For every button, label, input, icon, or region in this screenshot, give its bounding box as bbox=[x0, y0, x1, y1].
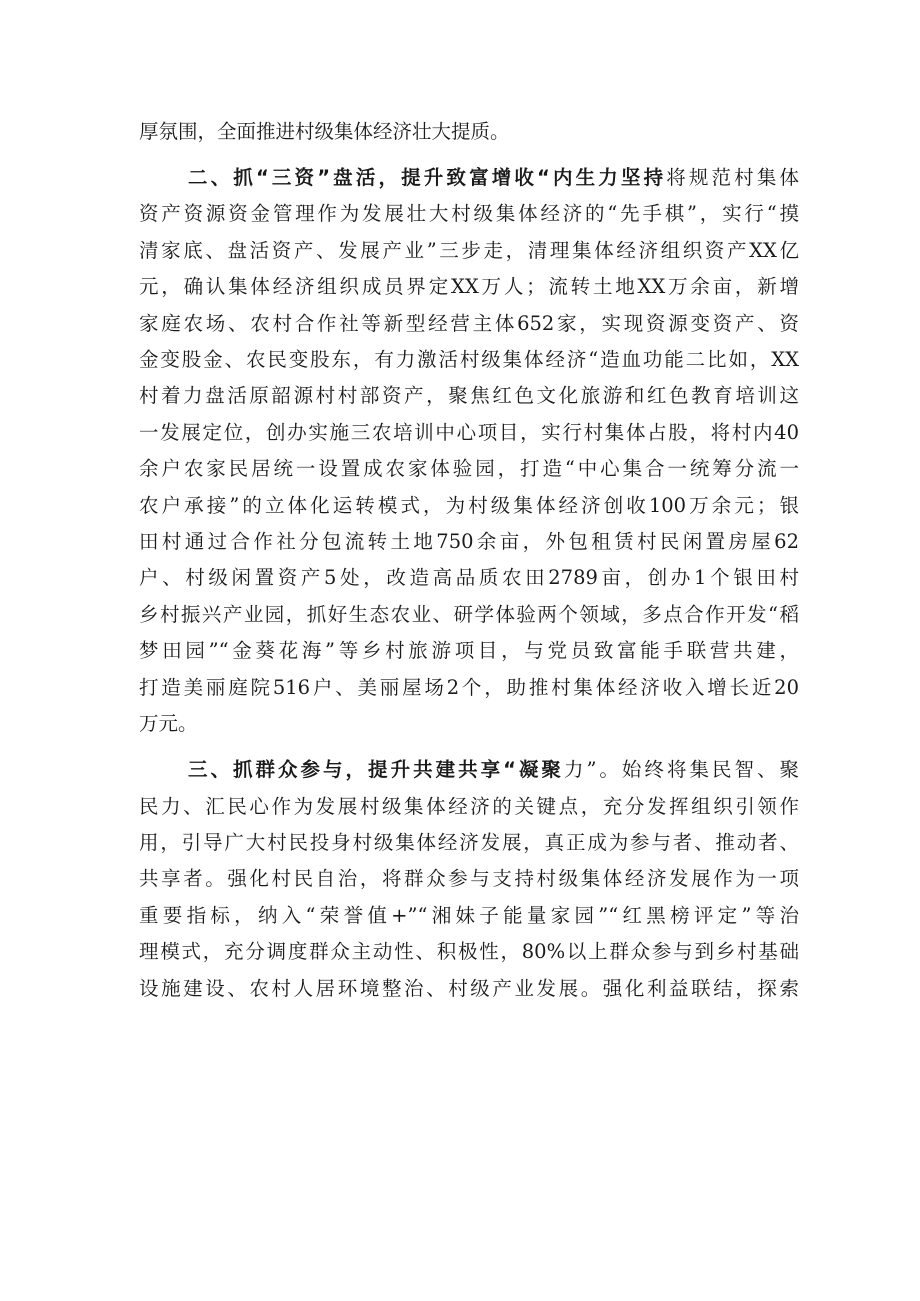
section-2-first-line bbox=[188, 158, 799, 198]
section-2-text: 将规范村集体 bbox=[666, 166, 799, 189]
paragraph-line: 村着力盘活原韶源村村部资产，聚焦红色文化旅游和红色教育培训这 bbox=[139, 384, 799, 407]
paragraph-line: 打造美丽庭院516户、美丽屋场2个，助推村集体经济收入增长近20 bbox=[139, 676, 799, 699]
paragraph-line: 乡村振兴产业园，抓好生态农业、研学体验两个领域，多点合作开发“稻 bbox=[139, 603, 799, 626]
paragraph-line: 万元。 bbox=[139, 712, 198, 735]
paragraph-line: 厚氛围，全面推进村级集体经济壮大提质。 bbox=[139, 120, 510, 143]
paragraph-line: 清家底、盘活资产、发展产业”三步走，清理集体经济组织资产XX亿 bbox=[139, 239, 799, 262]
paragraph-line: 农户承接”的立体化运转模式，为村级集体经济创收100万余元；银 bbox=[139, 494, 799, 517]
paragraph-line: 元，确认集体经济组织成员界定XX万人；流转土地XX万余亩，新增 bbox=[139, 275, 799, 298]
section-3-text: 力”。始终将集民智、聚 bbox=[563, 758, 799, 781]
paragraph-line: 金变股金、农民变股东，有力激活村级集体经济“造血功能二比如，XX bbox=[139, 348, 799, 371]
paragraph-line: 一发展定位，创办实施三农培训中心项目，实行村集体占股，将村内40 bbox=[139, 421, 799, 444]
paragraph-line: 家庭农场、农村合作社等新型经营主体652家，实现资源变资产、资 bbox=[139, 312, 799, 335]
paragraph-line: 户、村级闲置资产5处，改造高品质农田2789亩，创办1个银田村 bbox=[139, 566, 799, 589]
paragraph-line: 民力、汇民心作为发展村级集体经济的关键点，充分发挥组织引领作 bbox=[139, 795, 799, 818]
paragraph-line: 田村通过合作社分包流转土地750余亩，外包租赁村民闲置房屋62 bbox=[139, 530, 799, 553]
section-3-heading: 三、抓群众参与，提升共建共享“凝聚 bbox=[188, 758, 564, 781]
paragraph-line: 共享者。强化村民自治，将群众参与支持村级集体经济发展作为一项 bbox=[139, 867, 799, 890]
section-2-heading: 二、抓“三资”盘活，提升致富增收“内生力坚持 bbox=[188, 166, 667, 189]
paragraph-line: 理模式，充分调度群众主动性、积极性，80%以上群众参与到乡村基础 bbox=[139, 940, 799, 963]
paragraph-line: 余户农家民居统一设置成农家体验园，打造“中心集合一统筹分流一 bbox=[139, 457, 799, 480]
paragraph-line: 用，引导广大村民投身村级集体经济发展，真正成为参与者、推动者、 bbox=[139, 831, 799, 854]
paragraph-line: 重要指标，纳入“荣誉值+”“湘妹子能量家园”“红黑榜评定”等治 bbox=[139, 904, 799, 927]
paragraph-line: 资产资源资金管理作为发展壮大村级集体经济的“先手棋”，实行“摸 bbox=[139, 202, 799, 225]
paragraph-line: 梦田园”“金葵花海”等乡村旅游项目，与党员致富能手联营共建， bbox=[139, 639, 799, 662]
paragraph-line: 设施建设、农村人居环境整治、村级产业发展。强化利益联结，探索 bbox=[139, 977, 799, 1000]
section-3-first-line bbox=[188, 750, 799, 790]
